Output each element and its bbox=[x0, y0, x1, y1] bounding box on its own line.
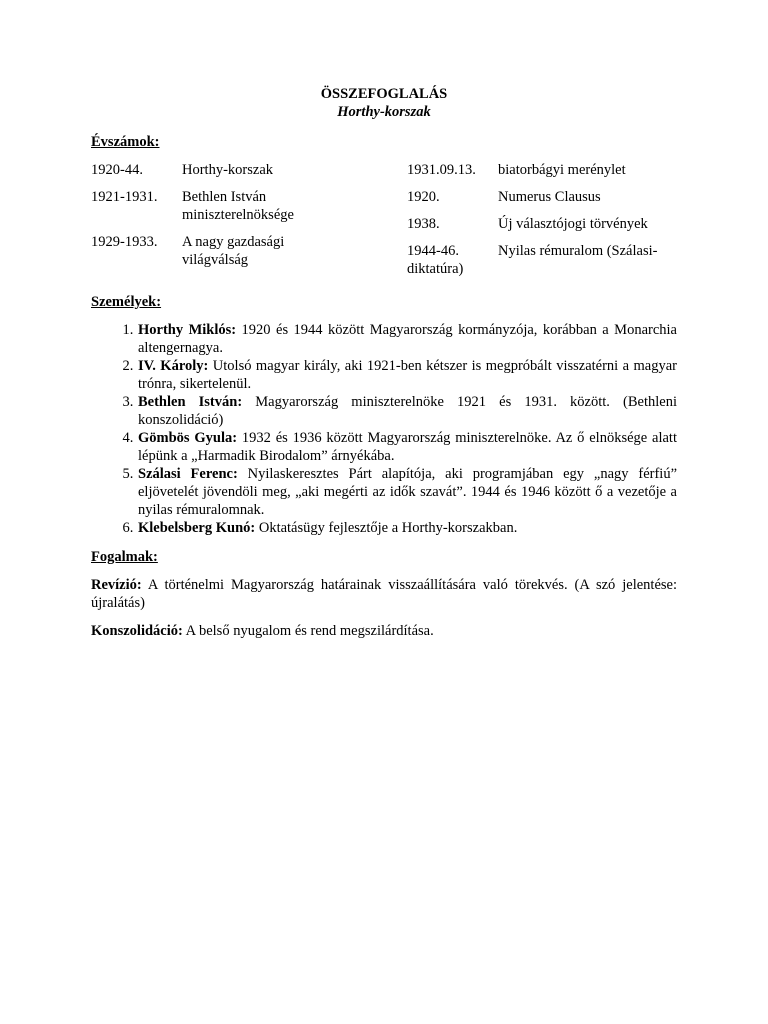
year-row bbox=[91, 161, 391, 179]
person-name: Horthy Miklós: bbox=[138, 322, 237, 338]
year-row bbox=[407, 242, 677, 278]
year-row bbox=[407, 215, 677, 233]
concept-term: Konszolidáció: bbox=[91, 623, 183, 639]
year-event: A nagy gazdasági világválság bbox=[182, 234, 285, 268]
year-date: 1944-46. diktatúra) bbox=[407, 243, 464, 277]
years-left-column bbox=[91, 161, 391, 278]
persons-heading: Személyek: bbox=[91, 294, 162, 310]
year-row bbox=[407, 161, 677, 179]
person-description: Utolsó magyar király, aki 1921-ben kétszer is megpróbált visszatérni a magyar trónra, sikertelenül. bbox=[138, 358, 677, 392]
years-table bbox=[91, 161, 677, 279]
concept-definition: A belső nyugalom és rend megszilárdítása. bbox=[182, 623, 434, 639]
concept-paragraph bbox=[91, 622, 677, 640]
concepts-heading: Fogalmak: bbox=[91, 549, 158, 565]
year-row bbox=[407, 188, 677, 206]
list-item bbox=[137, 393, 677, 429]
years-right-column bbox=[407, 161, 677, 287]
person-name: Szálasi Ferenc: bbox=[138, 466, 238, 482]
list-item bbox=[137, 465, 677, 519]
list-item bbox=[137, 429, 677, 465]
years-heading: Évszámok: bbox=[91, 134, 160, 150]
page-subtitle: Horthy-korszak bbox=[337, 104, 431, 120]
persons-list bbox=[91, 321, 677, 537]
year-date: 1921-1931. bbox=[91, 189, 158, 205]
year-event: Horthy-korszak bbox=[182, 162, 274, 178]
person-description: Magyarország miniszterelnöke 1921 és 1931. között. (Bethleni konszolidáció) bbox=[138, 394, 677, 428]
list-item bbox=[137, 357, 677, 393]
person-name: IV. Károly: bbox=[138, 358, 209, 374]
concept-paragraph bbox=[91, 576, 677, 612]
list-item bbox=[137, 519, 677, 537]
year-event: Új választójogi törvények bbox=[498, 216, 648, 232]
year-date: 1929-1933. bbox=[91, 234, 158, 250]
year-event: Nyilas rémuralom (Szálasi- bbox=[498, 243, 658, 259]
year-date: 1931.09.13. bbox=[407, 162, 476, 178]
list-item bbox=[137, 321, 677, 357]
person-description: 1920 és 1944 között Magyarország kormányzója, korábban a Monarchia altengernagya. bbox=[138, 322, 677, 356]
person-name: Klebelsberg Kunó: bbox=[138, 520, 256, 536]
person-description: 1932 és 1936 között Magyarország miniszterelnöke. Az ő elnöksége alatt lépünk a „Harmadik Birodalom” árnyékába. bbox=[138, 430, 677, 464]
year-event: Numerus Clausus bbox=[498, 189, 601, 205]
document-page bbox=[91, 85, 677, 650]
year-row bbox=[91, 233, 391, 269]
person-name: Bethlen István: bbox=[138, 394, 243, 410]
person-name: Gömbös Gyula: bbox=[138, 430, 238, 446]
page-title: ÖSSZEFOGLALÁS bbox=[320, 86, 448, 102]
concept-definition: A történelmi Magyarország határainak visszaállítására való törekvés. (A szó jelentése: újralátás) bbox=[91, 577, 677, 611]
year-event: Bethlen István miniszterelnöksége bbox=[182, 189, 294, 223]
year-event: biatorbágyi merénylet bbox=[498, 162, 626, 178]
person-description: Oktatásügy fejlesztője a Horthy-korszakban. bbox=[255, 520, 518, 536]
year-date: 1938. bbox=[407, 216, 440, 232]
year-date: 1920. bbox=[407, 189, 440, 205]
concept-term: Revízió: bbox=[91, 577, 142, 593]
year-date: 1920-44. bbox=[91, 162, 143, 178]
person-description: Nyilaskeresztes Párt alapítója, aki programjában egy „nagy férfiú” eljövetelét jövendöli meg, „aki megérti az idők szavát”. 1944 és 1946 között ő a vezetője a nyilas rémuralomnak. bbox=[138, 466, 677, 518]
year-row bbox=[91, 188, 391, 224]
